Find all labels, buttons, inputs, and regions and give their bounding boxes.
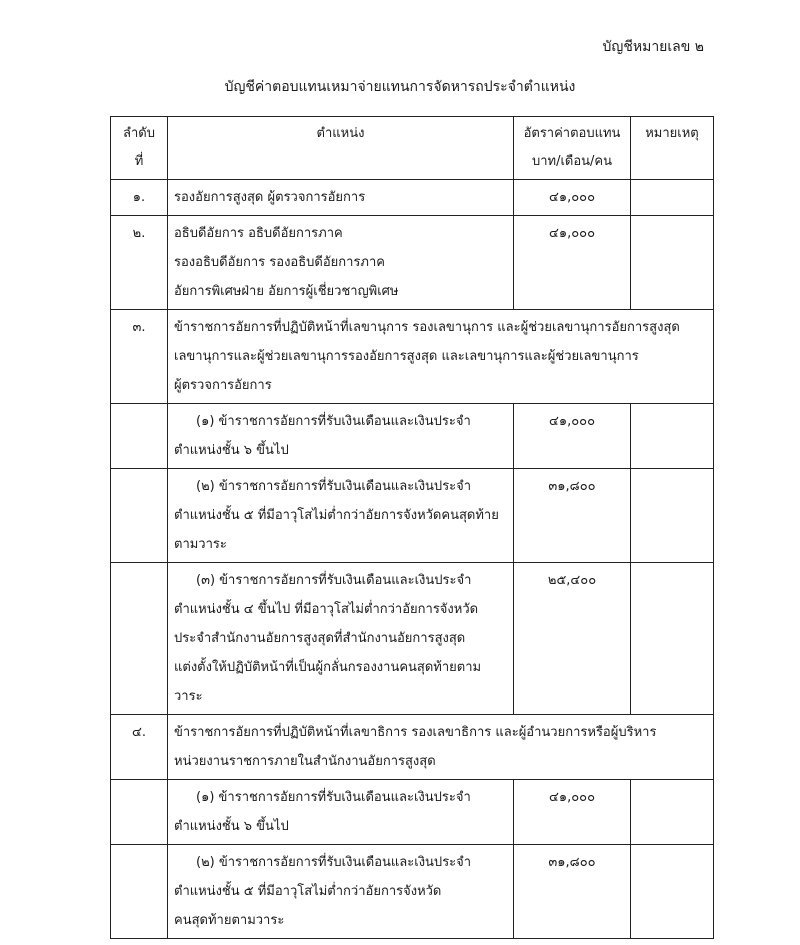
row-number — [111, 780, 168, 845]
rate-cell: ๔๑,๐๐๐ — [514, 180, 631, 216]
rate-cell: ๓๑,๘๐๐ — [514, 469, 631, 563]
row-number: ๓. — [111, 310, 168, 404]
row-number — [111, 563, 168, 715]
note-cell — [631, 563, 714, 715]
header-no: ลำดับ ที่ — [111, 117, 168, 180]
row-number: ๑. — [111, 180, 168, 216]
table-row — [111, 780, 714, 845]
table-row — [111, 469, 714, 563]
note-cell — [631, 469, 714, 563]
position-cell: รองอัยการสูงสุด ผู้ตรวจการอัยการ — [168, 180, 514, 216]
header-note: หมายเหตุ — [631, 117, 714, 180]
row-number — [111, 404, 168, 469]
table-row — [111, 216, 714, 310]
table-row — [111, 715, 714, 780]
table-header-row — [111, 117, 714, 180]
note-cell — [631, 180, 714, 216]
header-position: ตำแหน่ง — [168, 117, 514, 180]
table-row — [111, 845, 714, 939]
rate-cell: ๔๑,๐๐๐ — [514, 404, 631, 469]
allowance-table — [110, 116, 714, 939]
position-cell: (๒) ข้าราชการอัยการที่รับเงินเดือนและเงินประจำ ตำแหน่งชั้น ๕ ที่มีอาวุโสไม่ต่ำกว่าอัยการจังหวัด คนสุดท้ายตามวาระ — [168, 845, 514, 939]
note-cell — [631, 404, 714, 469]
rate-cell: ๔๑,๐๐๐ — [514, 216, 631, 310]
rate-cell: ๒๕,๔๐๐ — [514, 563, 631, 715]
table-row — [111, 404, 714, 469]
position-cell: อธิบดีอัยการ อธิบดีอัยการภาค รองอธิบดีอัยการ รองอธิบดีอัยการภาค อัยการพิเศษฝ่าย อัยการผู้เชี่ยวชาญพิเศษ — [168, 216, 514, 310]
row-number: ๔. — [111, 715, 168, 780]
position-cell: ข้าราชการอัยการที่ปฏิบัติหน้าที่เลขาธิการ รองเลขาธิการ และผู้อำนวยการหรือผู้บริหาร หน่วยงานราชการภายในสำนักงานอัยการสูงสุด — [168, 715, 714, 780]
position-cell: (๒) ข้าราชการอัยการที่รับเงินเดือนและเงินประจำ ตำแหน่งชั้น ๕ ที่มีอาวุโสไม่ต่ำกว่าอัยการจังหวัดคนสุดท้าย ตามวาระ — [168, 469, 514, 563]
position-cell: (๑) ข้าราชการอัยการที่รับเงินเดือนและเงินประจำ ตำแหน่งชั้น ๖ ขึ้นไป — [168, 404, 514, 469]
document-title: บัญชีค่าตอบแทนเหมาจ่ายแทนการจัดหารถประจำตำแหน่ง — [224, 79, 576, 95]
table-row — [111, 310, 714, 404]
position-cell: (๑) ข้าราชการอัยการที่รับเงินเดือนและเงินประจำ ตำแหน่งชั้น ๖ ขึ้นไป — [168, 780, 514, 845]
row-number — [111, 845, 168, 939]
document-reference: บัญชีหมายเลข ๒ — [602, 39, 704, 55]
note-cell — [631, 216, 714, 310]
position-cell: ข้าราชการอัยการที่ปฏิบัติหน้าที่เลขานุการ รองเลขานุการ และผู้ช่วยเลขานุการอัยการสูงสุด เลขานุการและผู้ช่วยเลขานุการรองอัยการสูงสุด และเลขานุการและผู้ช่วยเลขานุการ ผู้ตรวจการอัยการ — [168, 310, 714, 404]
header-rate: อัตราค่าตอบแทน บาท/เดือน/คน — [514, 117, 631, 180]
table-row — [111, 563, 714, 715]
row-number: ๒. — [111, 216, 168, 310]
row-number — [111, 469, 168, 563]
position-cell: (๓) ข้าราชการอัยการที่รับเงินเดือนและเงินประจำ ตำแหน่งชั้น ๔ ขึ้นไป ที่มีอาวุโสไม่ต่ำกว่าอัยการจังหวัด ประจำสำนักงานอัยการสูงสุดที่สำนักงานอัยการสูงสุด แต่งตั้งให้ปฏิบัติหน้าที่เป็นผู้กลั่นกรองงานคนสุดท้ายตามวาระ — [168, 563, 514, 715]
table-row — [111, 180, 714, 216]
rate-cell: ๔๑,๐๐๐ — [514, 780, 631, 845]
note-cell — [631, 780, 714, 845]
note-cell — [631, 845, 714, 939]
rate-cell: ๓๑,๘๐๐ — [514, 845, 631, 939]
